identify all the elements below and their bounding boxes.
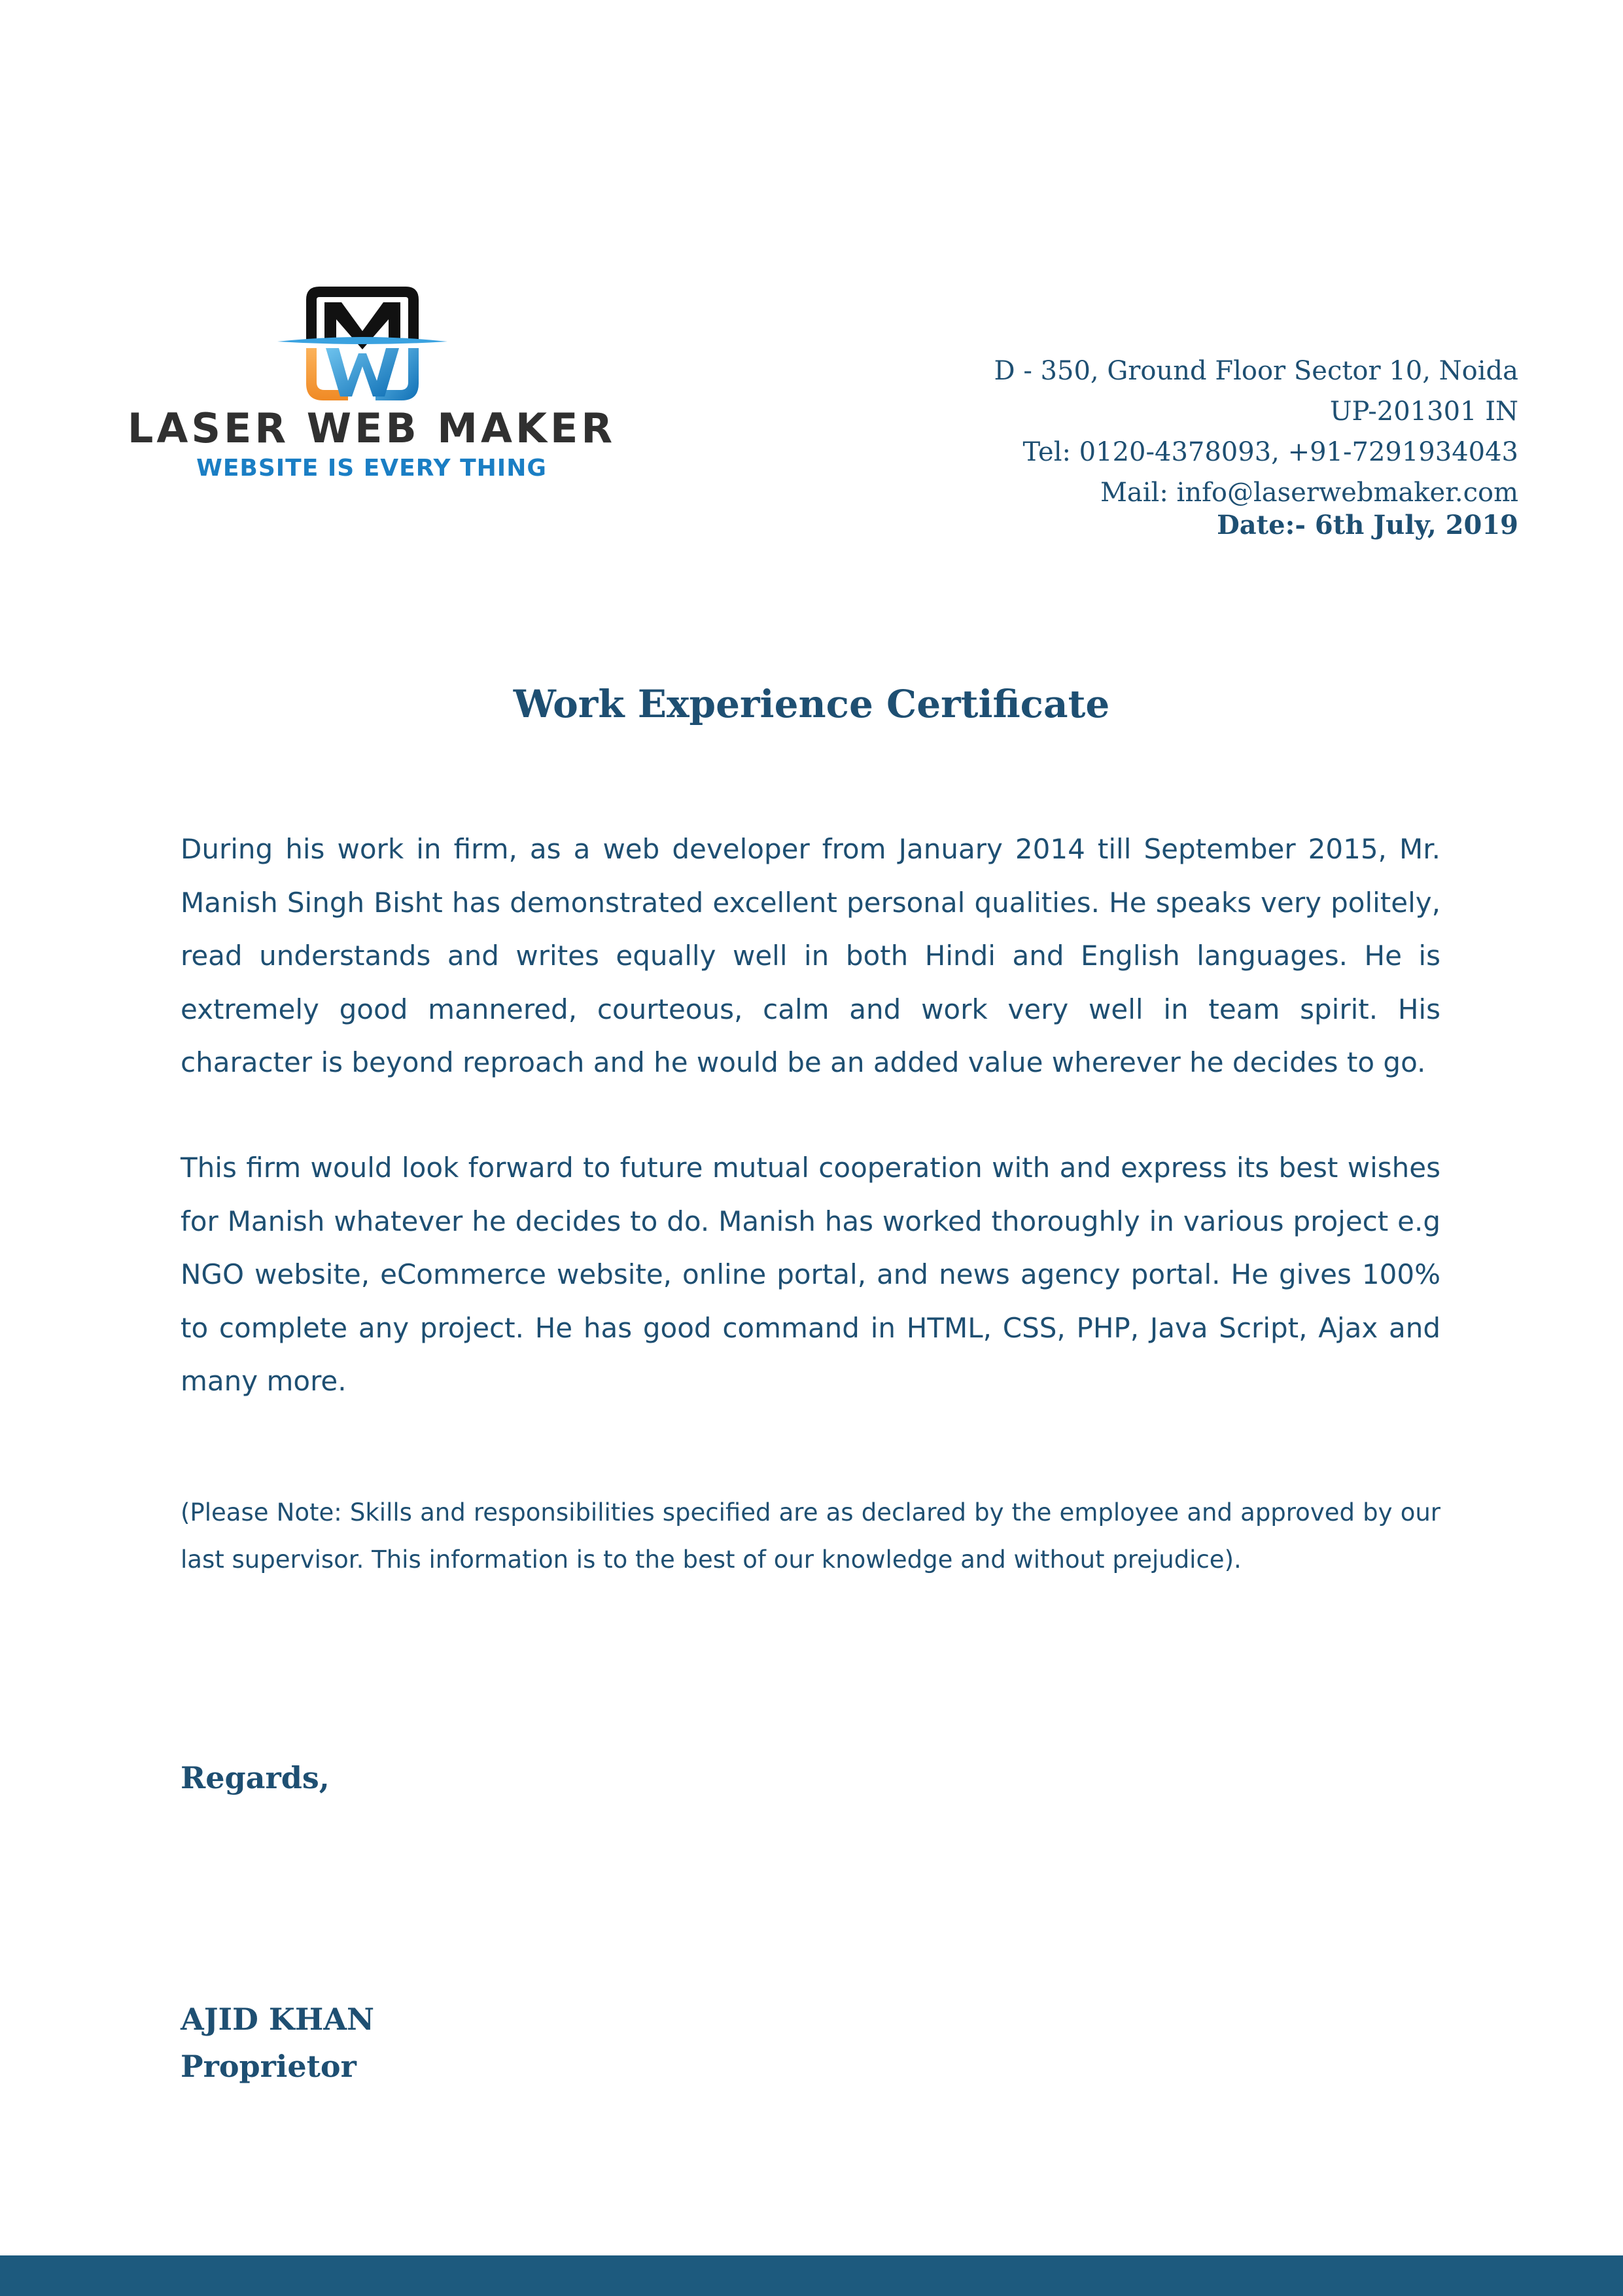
closing-regards: Regards, (181, 1760, 330, 1795)
signatory (181, 1996, 374, 2090)
email: Mail: info@laserwebmaker.com (1100, 478, 1518, 508)
body-paragraph-2: This firm would look forward to future mutual cooperation with and express its best wishes for Manish whatever he decides to do. Manish has worked thoroughly in various project e.g NGO website, eCommerce website, online portal, and news agency portal. He gives 100% to complete any project. He has good command in HTML, CSS, PHP, Java Script, Ajax and many more. (181, 1152, 1440, 1397)
lwm-monogram-icon (277, 285, 454, 403)
footer-bar (0, 2255, 1623, 2296)
company-name: LASER WEB MAKER (127, 404, 616, 452)
disclaimer-note: (Please Note: Skills and responsibilities specified are as declared by the employee and approved by our last supervisor. This information is to the best of our knowledge and without prejudice). (181, 1498, 1440, 1574)
company-address-block (994, 351, 1518, 542)
signatory-role: Proprietor (181, 2049, 357, 2084)
signatory-name: AJID KHAN (181, 2002, 375, 2037)
address-line-1: D - 350, Ground Floor Sector 10, Noida (994, 356, 1518, 386)
document-date: Date:- 6th July, 2019 (1217, 510, 1518, 540)
address-line-2: UP-201301 IN (1329, 397, 1518, 427)
certificate-title: Work Experience Certificate (513, 682, 1110, 726)
company-logo (110, 285, 633, 488)
telephone: Tel: 0120-4378093, +91-7291934043 (1022, 437, 1518, 467)
body-paragraph-1: During his work in firm, as a web developer from January 2014 till September 2015, Mr. Manish Singh Bisht has demonstrated excellent personal qualities. He speaks very politely, read understands and writes equally well in both Hindi and English languages. He is extremely good mannered, courteous, calm and work very well in team spirit. His character is beyond reproach and he would be an added value wherever he decides to go. (181, 833, 1440, 1078)
company-tagline: WEBSITE IS EVERY THING (196, 455, 547, 482)
